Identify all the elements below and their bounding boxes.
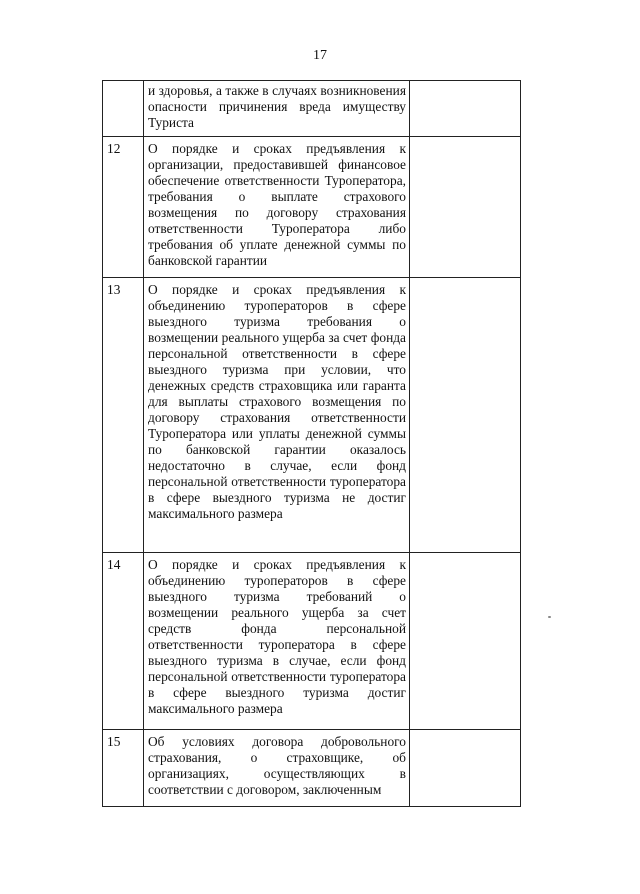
row-text: О порядке и сроках предъявления к организации, предоставившей финансовое обеспечение ответственности Туроператора, требования о выплате страхового возмещения по договору страхования ответственности Туроператора либо требования об уплате денежной суммы по банковской гарантии <box>144 137 410 278</box>
row-number <box>103 81 144 137</box>
row-text: О порядке и сроках предъявления к объединению туроператоров в сфере выездного туризма требования о возмещении реального ущерба за счет фонда персональной ответственности в сфере выездного туризма при условии, что денежных средств страховщика или гаранта для выплаты страхового возмещения по договору страхования ответственности Туроператора или уплаты денежной суммы по банковской гарантии оказалось недостаточно в случае, если фонд персональной ответственности туроператора в сфере выездного туризма не достиг максимального размера <box>144 278 410 553</box>
table-row <box>103 81 521 137</box>
table-row <box>103 553 521 730</box>
row-note <box>410 730 521 807</box>
table-row <box>103 730 521 807</box>
table-row <box>103 137 521 278</box>
scan-speck <box>548 616 551 618</box>
row-number: 12 <box>103 137 144 278</box>
row-number: 15 <box>103 730 144 807</box>
table-row <box>103 278 521 553</box>
row-number: 13 <box>103 278 144 553</box>
row-text: О порядке и сроках предъявления к объединению туроператоров в сфере выездного туризма требований о возмещении реального ущерба за счет средств фонда персональной ответственности туроператора в сфере выездного туризма в случае, если фонд персональной ответственности туроператора в сфере выездного туризма достиг максимального размера <box>144 553 410 730</box>
page-number: 17 <box>313 48 327 63</box>
row-note <box>410 81 521 137</box>
row-number: 14 <box>103 553 144 730</box>
row-note <box>410 137 521 278</box>
row-text: и здоровья, а также в случаях возникновения опасности причинения вреда имуществу Туриста <box>144 81 410 137</box>
document-table <box>102 80 521 807</box>
row-text: Об условиях договора добровольного страхования, о страховщике, об организациях, осуществляющих в соответствии с договором, заключенным <box>144 730 410 807</box>
row-note <box>410 553 521 730</box>
row-note <box>410 278 521 553</box>
